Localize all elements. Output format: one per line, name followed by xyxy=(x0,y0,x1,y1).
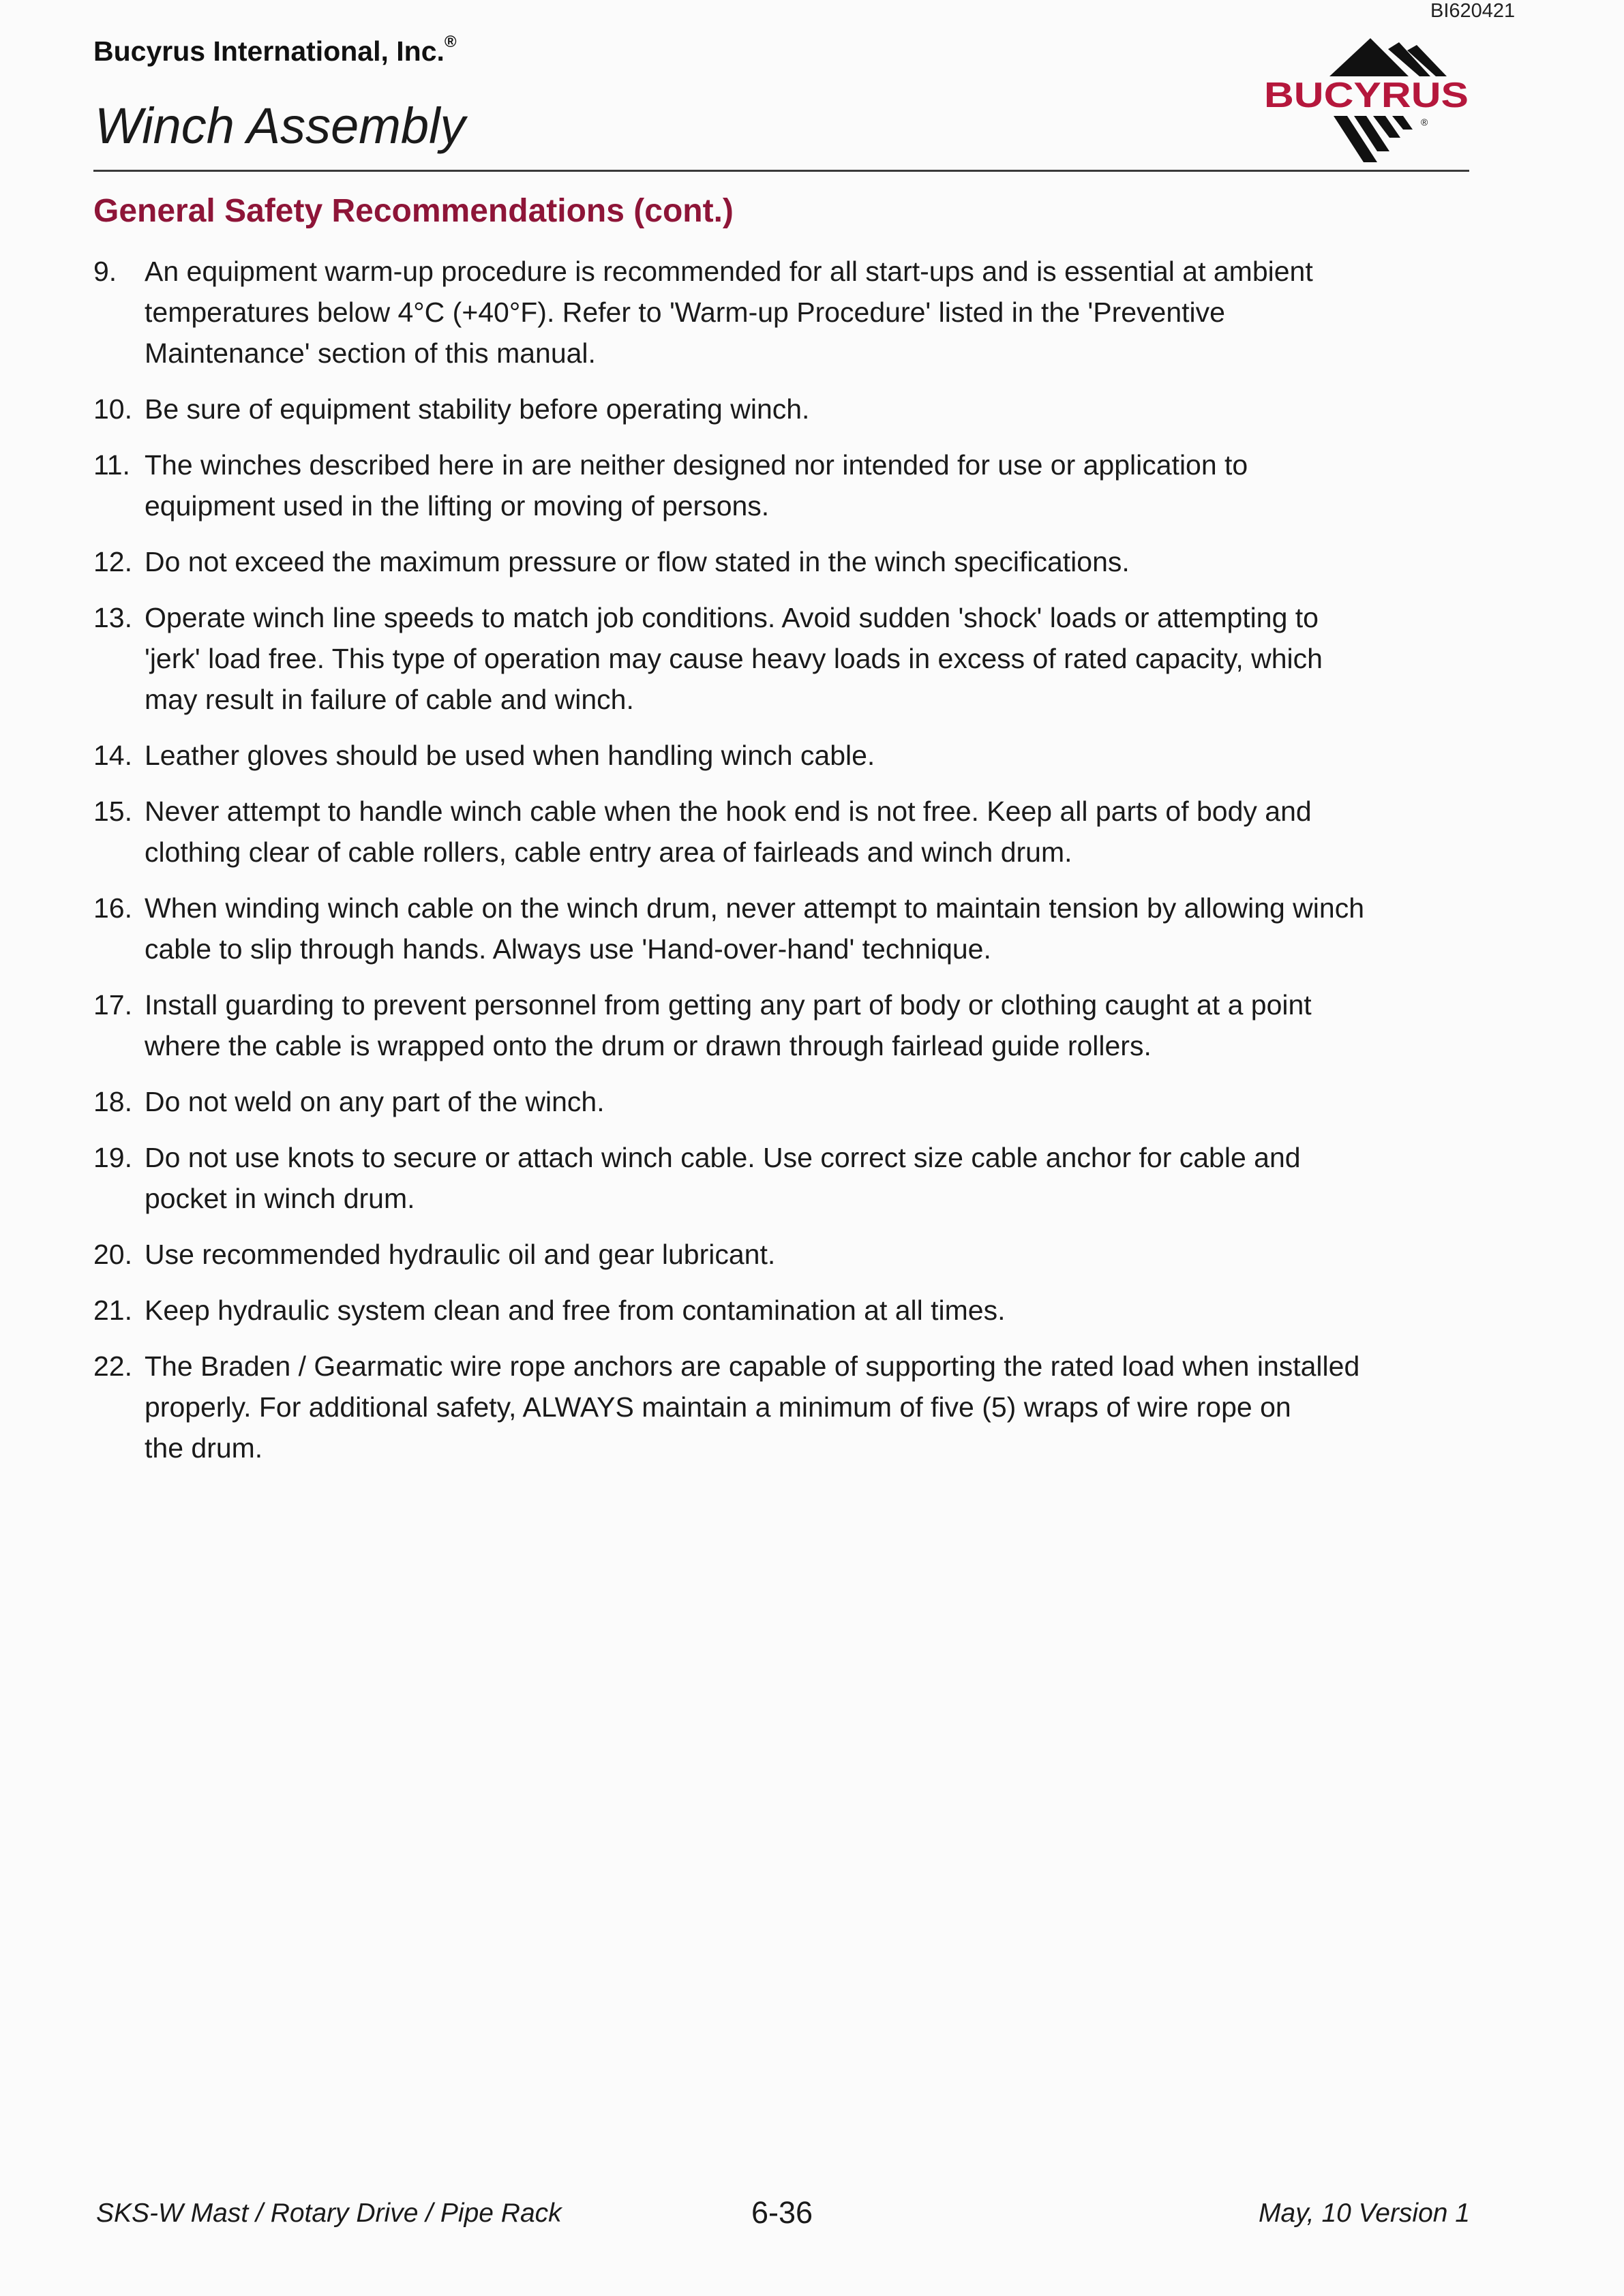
list-item-text: Be sure of equipment stability before operating winch. xyxy=(145,393,810,425)
bucyrus-logo xyxy=(1263,35,1474,165)
list-item xyxy=(93,389,1477,429)
document-id: BI620421 xyxy=(1430,0,1516,22)
section-heading: General Safety Recommendations (cont.) xyxy=(93,193,734,229)
list-item-text: The winches described here in are neither designed nor intended for use or application to equipment used in the lifting or moving of persons. xyxy=(145,449,1248,522)
list-item-number: 19. xyxy=(93,1142,132,1173)
list-item-number: 17. xyxy=(93,989,132,1021)
list-item xyxy=(93,1234,1477,1275)
list-item-text: The Braden / Gearmatic wire rope anchors are capable of supporting the rated load when installed properly. For additional safety, ALWAYS maintain a minimum of five (5) wraps of wire rope on the drum. xyxy=(145,1350,1360,1464)
list-item xyxy=(93,444,1477,526)
list-item xyxy=(93,1137,1477,1219)
company-name-text: Bucyrus International, Inc. xyxy=(93,35,445,67)
safety-recommendations-list xyxy=(93,251,1477,1483)
list-item-text: Install guarding to prevent personnel from getting any part of body or clothing caught at a point where the cable is wrapped onto the drum or drawn through fairlead guide rollers. xyxy=(145,989,1312,1061)
list-item-number: 14. xyxy=(93,740,132,771)
list-item-number: 22. xyxy=(93,1350,132,1382)
list-item-number: 13. xyxy=(93,602,132,633)
list-item-number: 10. xyxy=(93,393,132,425)
registered-mark: ® xyxy=(444,33,457,51)
list-item-text: Do not exceed the maximum pressure or flow stated in the winch specifications. xyxy=(145,546,1130,577)
list-item-number: 18. xyxy=(93,1086,132,1117)
footer-manual-title: SKS-W Mast / Rotary Drive / Pipe Rack xyxy=(96,2199,562,2228)
company-name xyxy=(93,35,457,67)
list-item-text: Keep hydraulic system clean and free from contamination at all times. xyxy=(145,1295,1006,1326)
footer-page-number: 6-36 xyxy=(751,2195,813,2230)
list-item xyxy=(93,541,1477,582)
list-item xyxy=(93,597,1477,720)
list-item-number: 12. xyxy=(93,546,132,577)
list-item-number: 15. xyxy=(93,796,132,827)
list-item xyxy=(93,984,1477,1066)
list-item-number: 16. xyxy=(93,892,132,924)
list-item-number: 20. xyxy=(93,1239,132,1270)
list-item xyxy=(93,1081,1477,1122)
list-item-number: 21. xyxy=(93,1295,132,1326)
logo-wordmark: BUCYRUS xyxy=(1264,76,1469,115)
list-item xyxy=(93,1346,1477,1468)
list-item-text: An equipment warm-up procedure is recommended for all start-ups and is essential at ambient temperatures below 4°C (+40°F). Refer to 'Warm-up Procedure' listed in the 'Preventive Maintenance' section of this manual. xyxy=(145,256,1313,369)
header-divider xyxy=(93,170,1469,172)
list-item xyxy=(93,791,1477,873)
footer-version: May, 10 Version 1 xyxy=(1259,2199,1470,2228)
list-item-text: Use recommended hydraulic oil and gear lubricant. xyxy=(145,1239,776,1270)
list-item xyxy=(93,1290,1477,1331)
list-item xyxy=(93,735,1477,776)
list-item xyxy=(93,251,1477,374)
list-item-text: Do not weld on any part of the winch. xyxy=(145,1086,605,1117)
list-item-text: Operate winch line speeds to match job conditions. Avoid sudden 'shock' loads or attempting to 'jerk' load free. This type of operation may cause heavy loads in excess of rated capacity, which may result in failure of cable and winch. xyxy=(145,602,1323,715)
list-item-text: When winding winch cable on the winch drum, never attempt to maintain tension by allowing winch cable to slip through hands. Always use 'Hand-over-hand' technique. xyxy=(145,892,1365,965)
list-item-text: Do not use knots to secure or attach winch cable. Use correct size cable anchor for cable and pocket in winch drum. xyxy=(145,1142,1301,1214)
list-item-number: 11. xyxy=(93,449,130,481)
list-item-number: 9. xyxy=(93,256,117,287)
list-item-text: Leather gloves should be used when handling winch cable. xyxy=(145,740,875,771)
logo-stripe-lower-4 xyxy=(1392,116,1413,130)
document-title: Winch Assembly xyxy=(95,97,466,154)
list-item xyxy=(93,888,1477,969)
logo-registered-mark: ® xyxy=(1421,117,1428,127)
list-item-text: Never attempt to handle winch cable when the hook end is not free. Keep all parts of body and clothing clear of cable rollers, cable entry area of fairleads and winch drum. xyxy=(145,796,1312,868)
